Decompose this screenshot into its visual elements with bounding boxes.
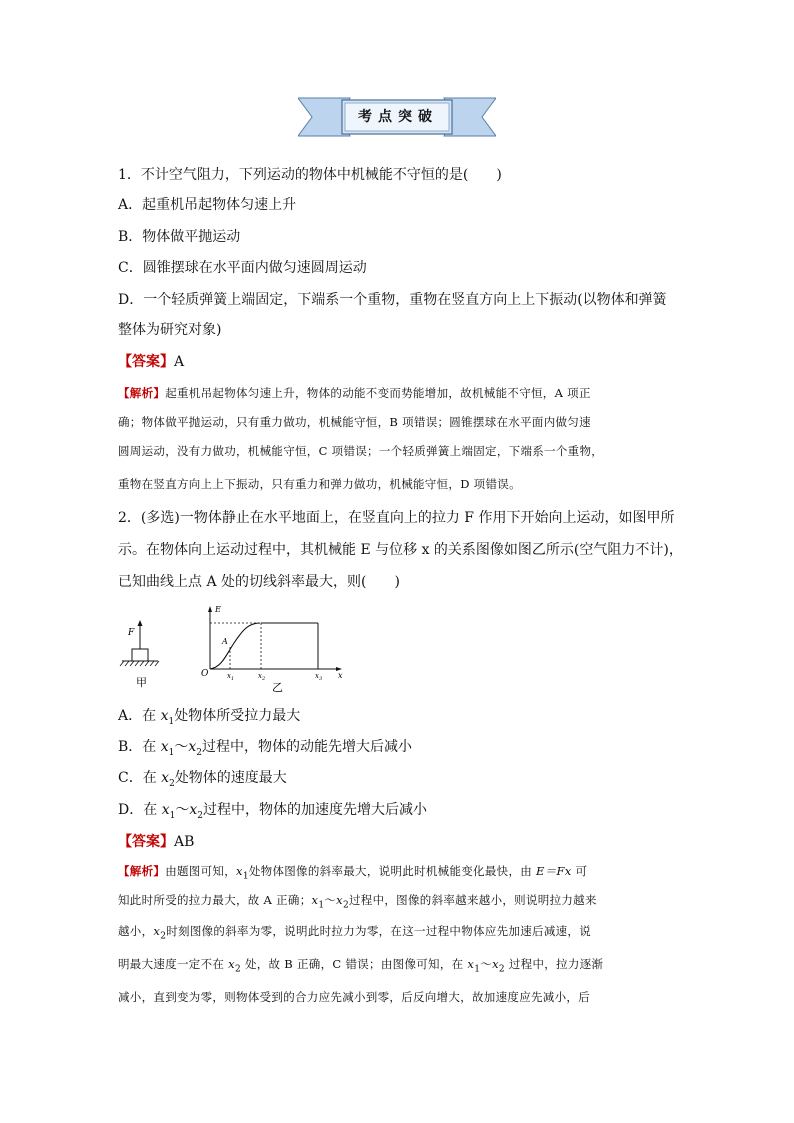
analysis-label: 【解析】 (118, 386, 166, 400)
e-axis-arrow (208, 606, 212, 612)
q2-analysis-line: 【解析】由题图可知，$x_1$处物体图像的斜率最大，说明此时机械能变化最快，由 E＝Fx 可 (118, 864, 588, 882)
energy-curve (210, 623, 260, 669)
e-axis-label: E (215, 605, 221, 614)
q2-stem-line: 已知曲线上点 A 处的切线斜率最大，则( ) (118, 574, 400, 590)
q1-option-d-cont: 整体为研究对象) (118, 322, 222, 338)
answer-label: 【答案】 (118, 354, 174, 370)
q1-analysis-line (118, 384, 591, 402)
q2-analysis-line: 减小，直到变为零，则物体受到的合力应先减小到零，后反向增大，故加速度应先减小，后 (118, 990, 590, 1004)
q2-analysis-line: 越小，$x_2$时刻图像的斜率为零，说明此时拉力为零，在这一过程中物体应先加速后减速，说 (118, 924, 592, 942)
tick-x1: $x_1$ (227, 672, 235, 682)
q2-stem-line: 示。在物体向上运动过程中，其机械能 E 与位移 x 的关系图像如图乙所示(空气阻力不计)， (118, 542, 683, 558)
x-axis-label: x (338, 671, 343, 680)
q2-option-b: B．在 $x_1\sim x_2$过程中，物体的动能先增大后减小 (118, 739, 413, 758)
q2-analysis-line: 知此时所受的拉力最大，故 A 正确；$x_1\sim x_2$过程中，图像的斜率越来越小，则说明拉力越来 (118, 893, 597, 911)
block (132, 649, 148, 661)
tick-x3: $x_3$ (315, 672, 323, 682)
figure-yi (196, 603, 348, 695)
q2-option-c: C．在 $x_2$处物体的速度最大 (118, 770, 287, 789)
analysis-label: 【解析】 (118, 864, 166, 878)
q1-option-d: D．一个轻质弹簧上端固定，下端系一个重物，重物在竖直方向上上下振动(以物体和弹簧 (118, 292, 667, 308)
tick-x2: $x_2$ (258, 672, 266, 682)
q1-option-c: C．圆锥摆球在水平面内做匀速圆周运动 (118, 260, 367, 276)
q2-option-d: D．在 $x_1\sim x_2$过程中，物体的加速度先增大后减小 (118, 802, 427, 821)
q1-option-a: A．起重机吊起物体匀速上升 (118, 197, 297, 213)
analysis-text: 起重机吊起物体匀速上升，物体的动能不变而势能增加，故机械能不守恒，A 项正 (165, 386, 591, 400)
q1-analysis-line: 重物在竖直方向上上下振动，只有重力和弹力做功，机械能守恒，D 项错误。 (118, 477, 521, 491)
origin-label: O (201, 669, 209, 679)
point-a-label: A (222, 637, 228, 646)
answer-label: 【答案】 (118, 834, 174, 850)
q2-stem-line: 2．(多选)一物体静止在水平地面上，在竖直向上的拉力 F 作用下开始向上运动，如图甲所 (118, 510, 675, 526)
q1-analysis-line: 圆周运动，没有力做功，机械能守恒，C 项错误；一个轻质弹簧上端固定，下端系一个重物， (118, 444, 604, 458)
q1-answer (118, 352, 184, 372)
q1-option-b: B．物体做平抛运动 (118, 229, 241, 245)
ground-hatching (120, 661, 159, 666)
caption-jia: 甲 (136, 676, 147, 689)
answer-value: AB (174, 834, 195, 850)
q2-answer (118, 832, 194, 852)
q1-analysis-line: 确；物体做平抛运动，只有重力做功，机械能守恒，B 项错误；圆锥摆球在水平面内做匀速 (118, 415, 591, 429)
answer-value: A (174, 354, 185, 370)
caption-yi: 乙 (272, 681, 283, 694)
figure-jia (118, 606, 178, 696)
banner-title: 考点突破 (358, 109, 438, 125)
q1-stem: 1．不计空气阻力，下列运动的物体中机械能不守恒的是( ) (118, 167, 502, 183)
force-arrowhead (138, 620, 143, 626)
q2-option-a: A．在 $x_1$处物体所受拉力最大 (118, 708, 301, 727)
q2-analysis-line: 明最大速度一定不在 $x_2$ 处，故 B 正确，C 错误；由图像可知，在 $x_1\sim x_2$ 过程中，拉力逐渐 (118, 957, 604, 975)
force-label: F (128, 628, 135, 638)
